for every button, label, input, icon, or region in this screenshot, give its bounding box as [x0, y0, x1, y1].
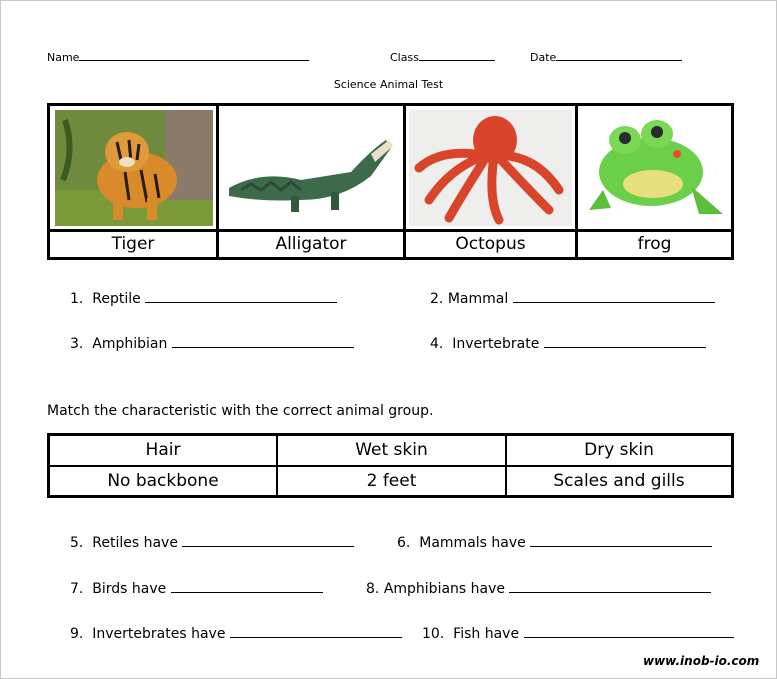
frog-photo: [581, 110, 731, 226]
question-text: Fish have: [453, 626, 520, 642]
characteristics-table: [47, 433, 734, 498]
question-text: Amphibian: [92, 336, 168, 352]
class-label: Class: [390, 51, 419, 64]
question-text: Invertebrate: [452, 336, 540, 352]
answer-blank[interactable]: [544, 336, 706, 348]
question-6[interactable]: [397, 535, 712, 551]
question-number: 7.: [70, 581, 84, 597]
alligator-photo: [221, 110, 400, 226]
question-number: 1.: [70, 291, 84, 307]
animal-label: Tiger: [111, 234, 155, 254]
name-field[interactable]: [47, 49, 309, 64]
characteristic-cell: Wet skin: [355, 440, 428, 460]
question-number: 6.: [397, 535, 411, 551]
question-7[interactable]: [70, 581, 323, 597]
question-2[interactable]: [430, 291, 715, 307]
question-5[interactable]: [70, 535, 354, 551]
answer-blank[interactable]: [171, 581, 323, 593]
date-field[interactable]: [530, 49, 682, 64]
question-4[interactable]: [430, 336, 706, 352]
question-number: 5.: [70, 535, 84, 551]
question-number: 3.: [70, 336, 84, 352]
answer-blank[interactable]: [509, 581, 711, 593]
octopus-photo: [409, 110, 572, 226]
watermark: www.inob-io.com: [643, 654, 760, 668]
question-1[interactable]: [70, 291, 337, 307]
answer-blank[interactable]: [524, 626, 734, 638]
question-3[interactable]: [70, 336, 354, 352]
characteristic-cell: No backbone: [107, 471, 219, 491]
question-text: Reptile: [92, 291, 141, 307]
animal-label: Alligator: [275, 234, 347, 254]
question-number: 9.: [70, 626, 84, 642]
tiger-photo: [55, 110, 213, 226]
question-text: Amphibians have: [383, 581, 505, 597]
answer-blank[interactable]: [530, 535, 712, 547]
name-label: Name: [47, 51, 80, 64]
answer-blank[interactable]: [182, 535, 354, 547]
characteristic-cell: Scales and gills: [553, 471, 685, 491]
answer-blank[interactable]: [172, 336, 354, 348]
characteristic-cell: Hair: [145, 440, 181, 460]
name-blank[interactable]: [79, 49, 309, 61]
match-instruction: Match the characteristic with the correct animal group.: [47, 403, 434, 419]
question-10[interactable]: [422, 626, 734, 642]
class-blank[interactable]: [419, 49, 495, 61]
answer-blank[interactable]: [513, 291, 715, 303]
question-text: Mammal: [447, 291, 509, 307]
question-text: Retiles have: [92, 535, 178, 551]
page-title: Science Animal Test: [333, 78, 444, 91]
characteristic-cell: 2 feet: [366, 471, 417, 491]
class-field[interactable]: [390, 49, 495, 64]
animal-label: Octopus: [455, 234, 526, 254]
animal-label: frog: [637, 234, 672, 254]
answer-blank[interactable]: [230, 626, 402, 638]
question-number: 4.: [430, 336, 444, 352]
characteristic-cell: Dry skin: [584, 440, 654, 460]
question-text: Invertebrates have: [92, 626, 226, 642]
date-label: Date: [530, 51, 557, 64]
question-number: 8.: [366, 581, 380, 597]
question-number: 10.: [422, 626, 445, 642]
question-8[interactable]: [366, 581, 711, 597]
animal-table: [47, 103, 734, 260]
question-text: Birds have: [92, 581, 167, 597]
question-text: Mammals have: [419, 535, 526, 551]
question-9[interactable]: [70, 626, 402, 642]
question-number: 2.: [430, 291, 444, 307]
date-blank[interactable]: [556, 49, 682, 61]
answer-blank[interactable]: [145, 291, 337, 303]
